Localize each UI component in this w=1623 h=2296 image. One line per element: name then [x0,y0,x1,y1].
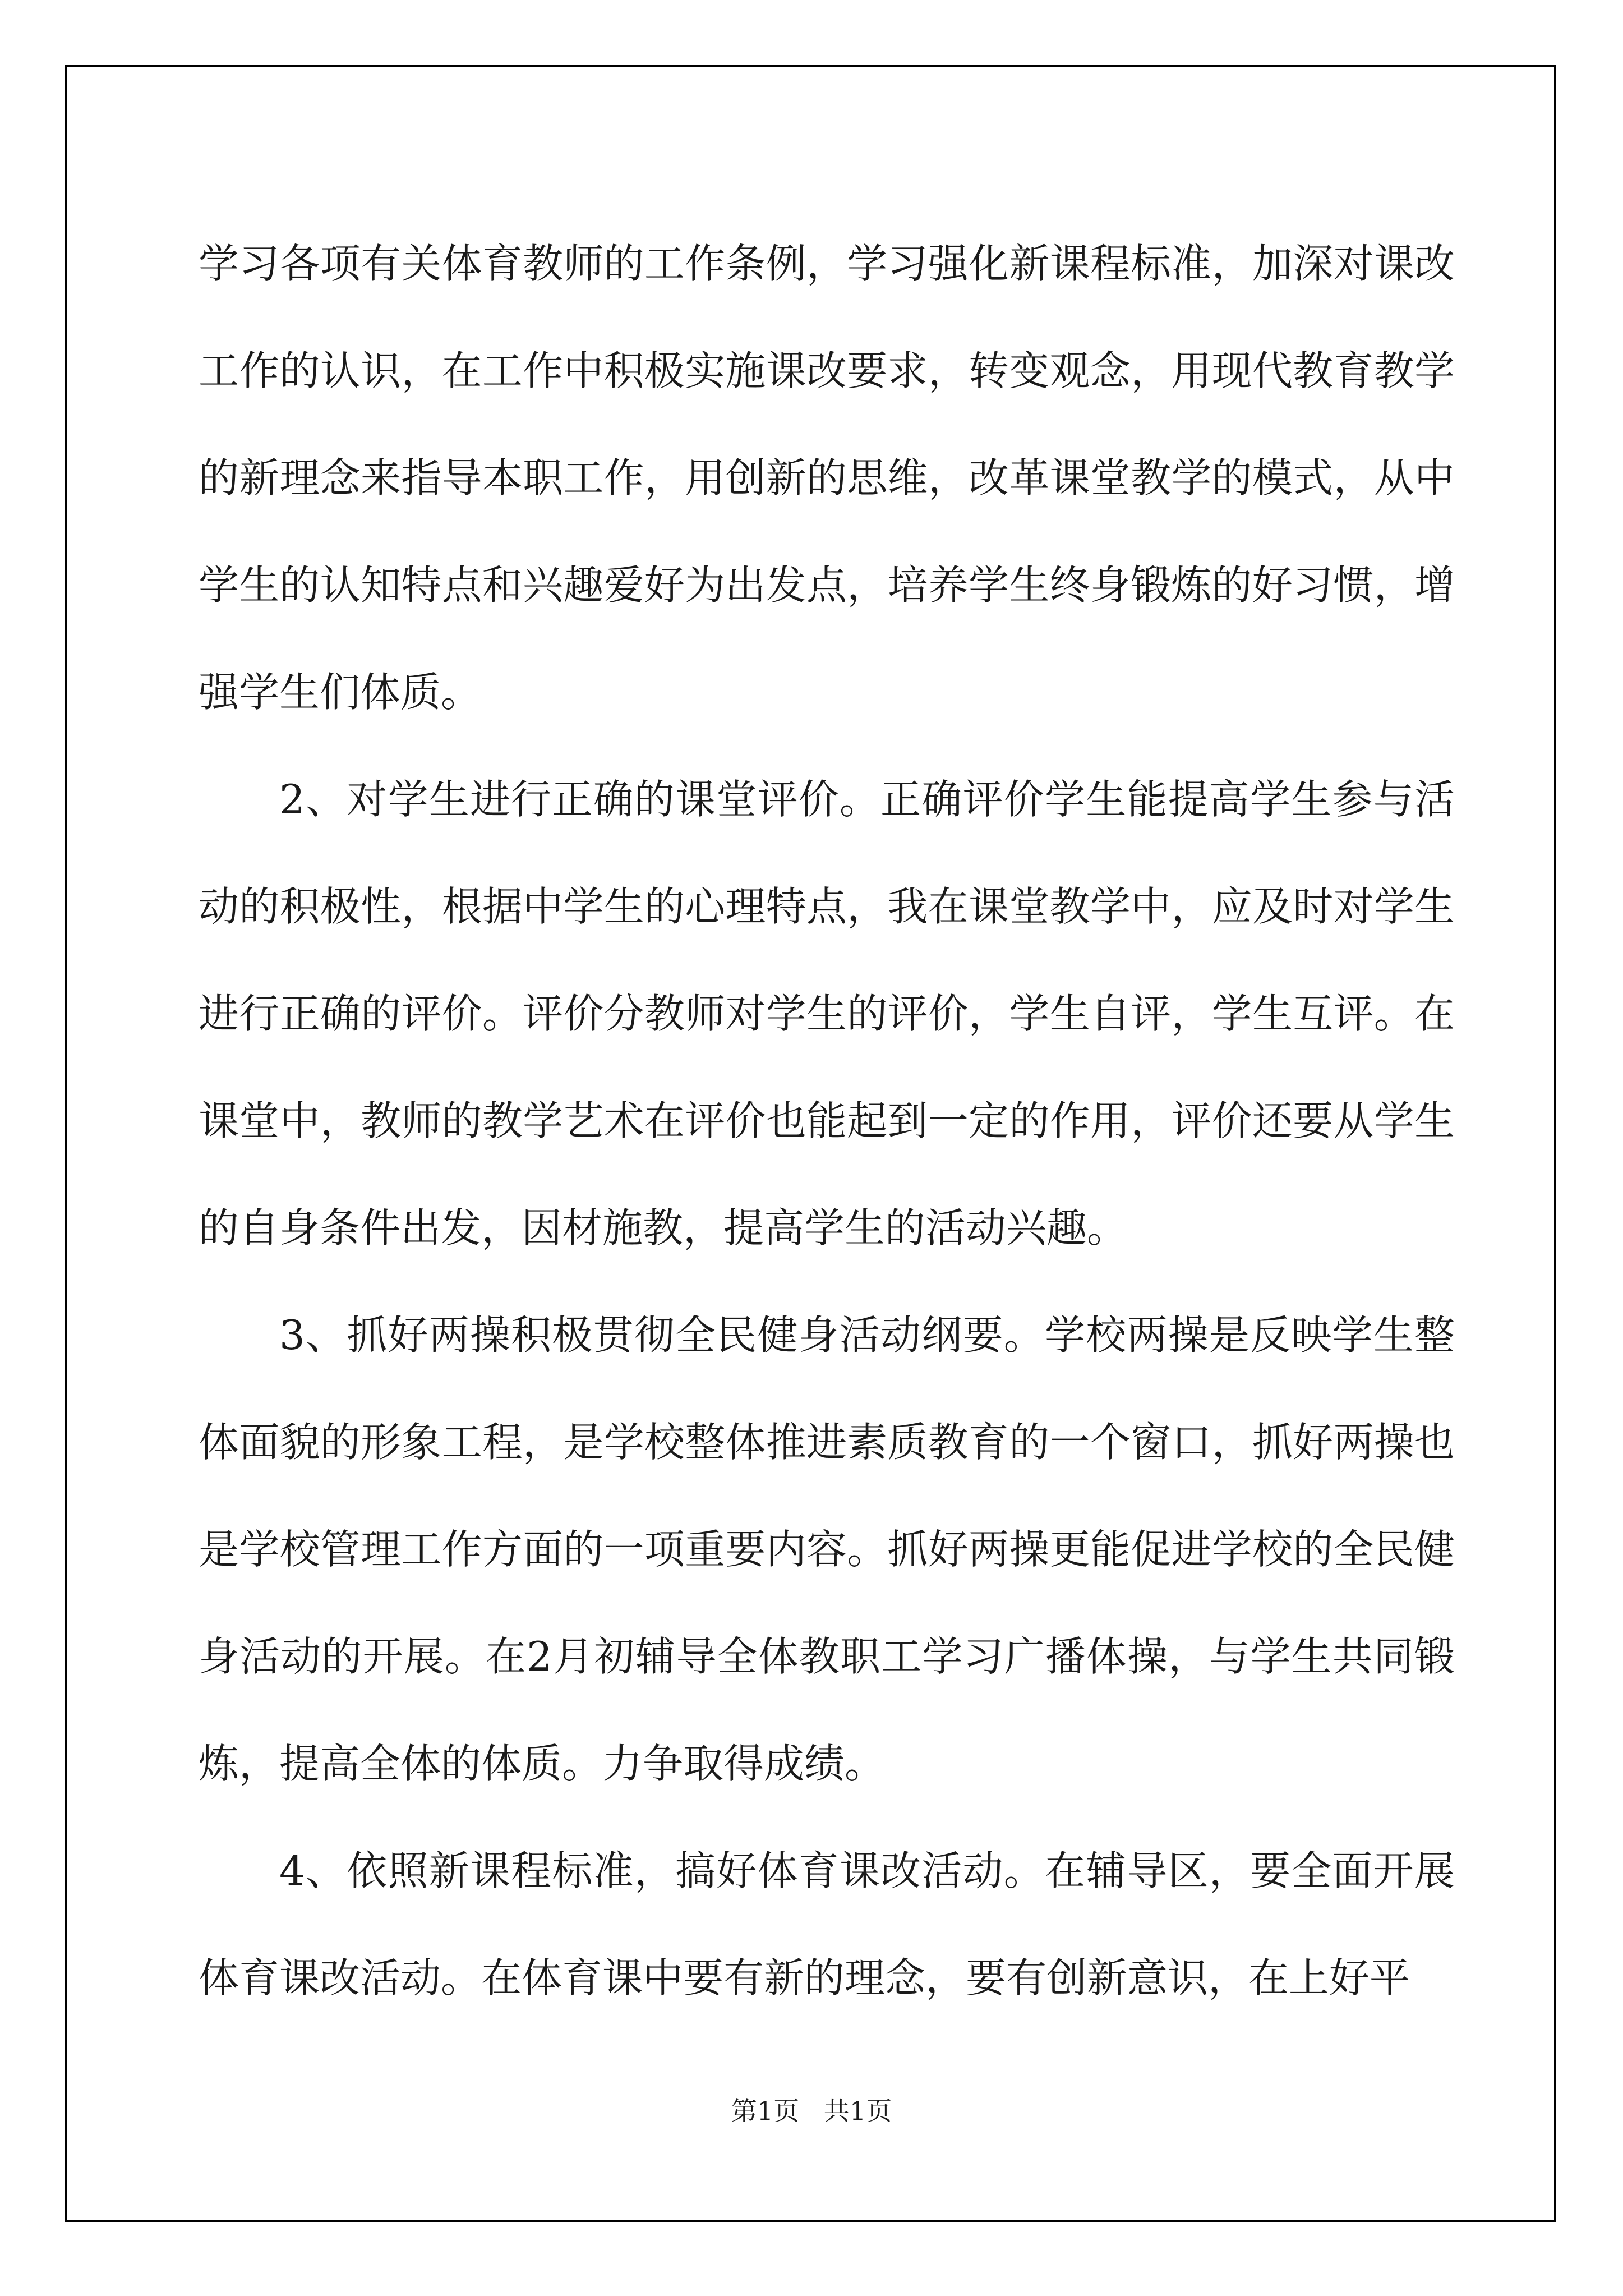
paragraph-3: 3、抓好两操积极贯彻全民健身活动纲要。学校两操是反映学生整体面貌的形象工程，是学校整体推进素质教育的一个窗口，抓好两操也是学校管理工作方面的一项重要内容。抓好两操更能促进学校的全民健身活动的开展。在2月初辅导全体教职工学习广播体操，与学生共同锻炼，提高全体的体质。力争取得成绩。 [199,1312,1455,1787]
page-footer: 第1页 共1页 [731,2096,892,2126]
paragraph-1: 学习各项有关体育教师的工作条例，学习强化新课程标准，加深对课改工作的认识，在工作中积极实施课改要求，转变观念，用现代教育教学的新理念来指导本职工作，用创新的思维，改革课堂教学的模式，从中学生的认知特点和兴趣爱好为出发点，培养学生终身锻炼的好习惯，增强学生们体质。 [199,240,1455,716]
document-body [199,210,1455,2032]
paragraph-2: 2、对学生进行正确的课堂评价。正确评价学生能提高学生参与活动的积极性，根据中学生的心理特点，我在课堂教学中，应及时对学生进行正确的评价。评价分教师对学生的评价，学生自评，学生互评。在课堂中，教师的教学艺术在评价也能起到一定的作用，评价还要从学生的自身条件出发，因材施教，提高学生的活动兴趣。 [199,776,1455,1251]
paragraph-4: 4、依照新课程标准，搞好体育课改活动。在辅导区，要全面开展体育课改活动。在体育课中要有新的理念，要有创新意识，在上好平 [199,1847,1455,2001]
